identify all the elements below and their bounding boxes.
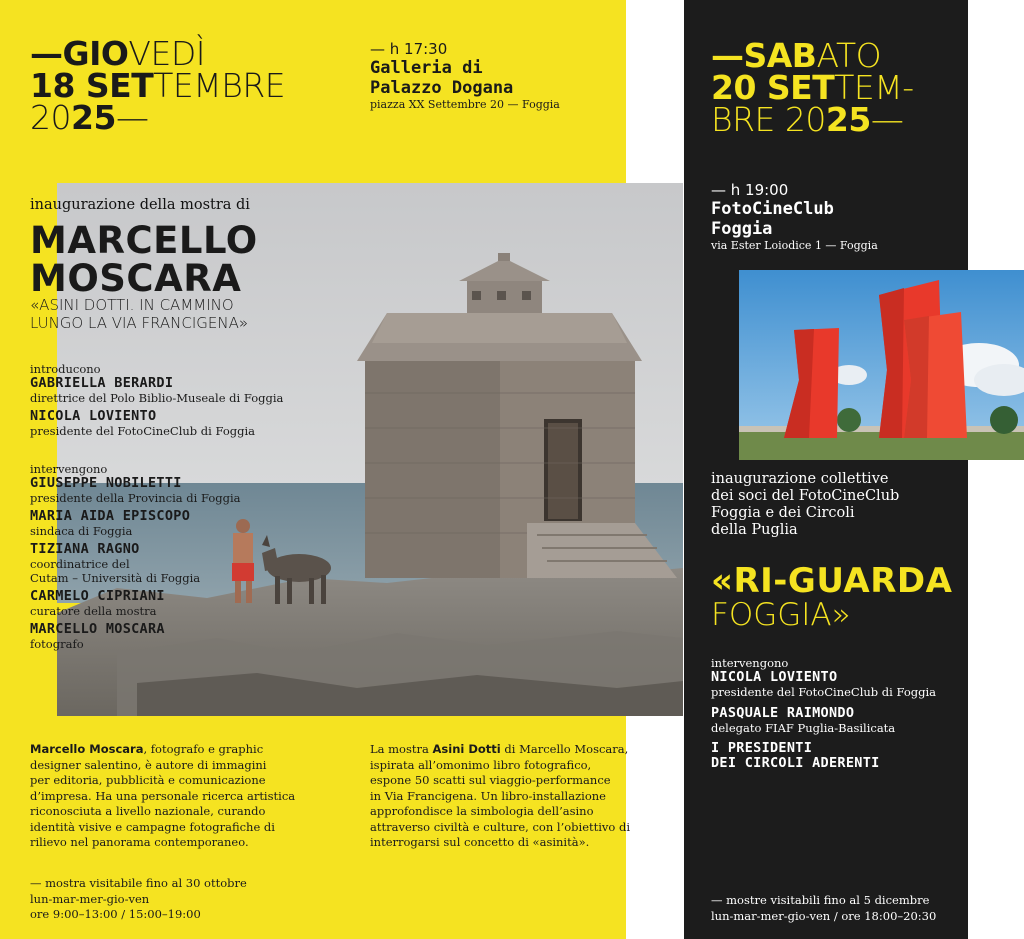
presidents-line1: I PRESIDENTI [711,740,813,756]
intervengono-label: intervengono [711,656,789,670]
intervengono-block [30,462,241,651]
speaker-name: NICOLA LOVIENTO [30,408,157,424]
speaker-role: presidente della Provincia di Foggia [30,491,241,505]
introducono-label: introducono [30,362,101,376]
right-venue-line2: Foggia [711,219,773,239]
speaker-name: NICOLA LOVIENTO [711,669,838,685]
speaker-role: sindaca di Foggia [30,524,133,538]
left-date-heading: —GIOVEDÌ 18 SETTEMBRE 2025— [30,34,286,137]
exhibit-title: «ASINI DOTTI. IN CAMMINO LUNGO LA VIA FRANCIGENA» [30,296,249,332]
speaker-role: direttrice del Polo Biblio-Museale di Foggia [30,391,284,405]
right-time: — h 19:00 [711,181,789,199]
speaker-role: coordinatrice del [30,557,130,571]
intervengono-label: intervengono [30,462,108,476]
speaker-role: Cutam – Università di Foggia [30,571,201,585]
presidents-line2: DEI CIRCOLI ADERENTI [711,755,880,771]
introducono-block [30,362,283,438]
collective-title-line2: FOGGIA» [711,597,851,633]
speaker-name: MARCELLO MOSCARA [30,621,165,637]
speaker-name: GABRIELLA BERARDI [30,375,174,391]
right-venue-block [711,181,878,253]
right-speakers-block [711,656,936,771]
collective-title-line1: «RI-GUARDA [711,561,953,601]
left-venue-line2: Palazzo Dogana [370,78,514,98]
left-venue-line1: Galleria di [370,58,483,78]
speaker-name: GIUSEPPE NOBILETTI [30,475,182,491]
speaker-name: CARMELO CIPRIANI [30,588,165,604]
speaker-role: delegato FIAF Puglia-Basilicata [711,721,896,735]
speaker-name: MARIA AIDA EPISCOPO [30,508,191,524]
collective-description: inaugurazione collettive dei soci del FotoCineClub Foggia e dei Circoli della Puglia [711,471,900,538]
speaker-role: curatore della mostra [30,604,157,618]
left-venue-block [370,40,560,112]
exhibit-description: La mostra Asini Dotti di Marcello Moscara, ispirata all’omonimo libro fotografico, espone 50 scatti sul viaggio-performance in Via Francigena. Un libro-installazione approfondisce la simbologia dell’asino attraverso civiltà e culture, con l’obiettivo di interrogarsi sul concetto di «asinità». [370,742,631,849]
right-address: via Ester Loiodice 1 — Foggia [711,239,878,252]
left-time: — h 17:30 [370,40,448,58]
speaker-role: presidente del FotoCineClub di Foggia [30,424,256,438]
speaker-name: PASQUALE RAIMONDO [711,705,855,721]
artist-bio: Marcello Moscara, fotografo e graphic designer salentino, è autore di immagini per editoria, pubblicità e comunicazione d’impresa. Ha una personale ricerca artistica riconosciuta a livello nazionale, curando identità visive e campagne fotografiche di rilievo nel panorama contemporaneo. [30,742,296,849]
left-intro-text: inaugurazione della mostra di [30,197,250,213]
left-address: piazza XX Settembre 20 — Foggia [370,98,560,111]
right-dark-panel [684,0,968,939]
speaker-role: presidente del FotoCineClub di Foggia [711,685,937,699]
sculpture-photo [739,270,1024,460]
right-venue-line1: FotoCineClub [711,199,834,219]
right-date-heading: —SABATO 20 SETTEM- BRE 2025— [711,36,914,139]
speaker-name: TIZIANA RAGNO [30,541,140,557]
artist-name: MARCELLO MOSCARA [30,219,258,300]
right-visiting-hours: — mostre visitabili fino al 5 dicembre lun-mar-mer-gio-ven / ore 18:00–20:30 [711,893,937,923]
speaker-role: fotografo [30,637,84,651]
left-visiting-hours: — mostra visitabile fino al 30 ottobre lun-mar-mer-gio-ven ore 9:00–13:00 / 15:00–19:00 [30,876,247,921]
